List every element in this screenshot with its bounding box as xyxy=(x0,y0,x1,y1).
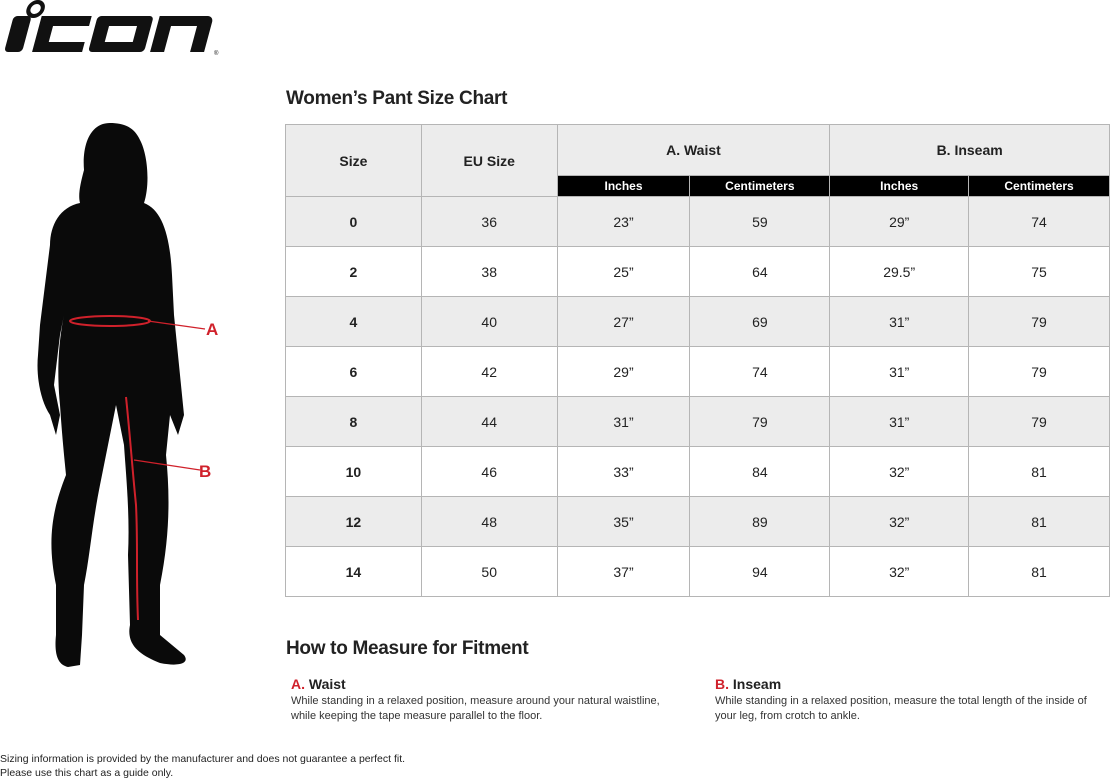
cell-waist-cm: 79 xyxy=(690,397,830,447)
cell-waist-cm: 64 xyxy=(690,247,830,297)
cell-inseam-inches: 32” xyxy=(830,497,969,547)
subheader-waist-cm: Centimeters xyxy=(690,176,830,197)
waist-letter: A. xyxy=(291,676,305,692)
svg-text:®: ® xyxy=(214,51,219,57)
inseam-label: Inseam xyxy=(732,676,782,692)
table-row xyxy=(286,297,1110,347)
cell-waist-inches: 25” xyxy=(557,247,690,297)
subheader-inseam-inches: Inches xyxy=(830,176,969,197)
cell-eu-size: 36 xyxy=(421,197,557,247)
table-row xyxy=(286,547,1110,597)
cell-inseam-cm: 75 xyxy=(969,247,1110,297)
size-table xyxy=(285,124,1110,597)
inseam-instructions xyxy=(715,676,1105,724)
marker-a: A xyxy=(206,320,219,339)
cell-inseam-inches: 32” xyxy=(830,447,969,497)
disclaimer xyxy=(0,752,405,779)
cell-inseam-inches: 31” xyxy=(830,347,969,397)
table-row xyxy=(286,197,1110,247)
cell-inseam-inches: 29.5” xyxy=(830,247,969,297)
cell-size: 6 xyxy=(286,347,422,397)
cell-eu-size: 40 xyxy=(421,297,557,347)
howto-title: How to Measure for Fitment xyxy=(286,638,529,659)
cell-size: 12 xyxy=(286,497,422,547)
header-size: Size xyxy=(286,125,422,197)
cell-waist-inches: 33” xyxy=(557,447,690,497)
inseam-letter: B. xyxy=(715,676,729,692)
cell-size: 4 xyxy=(286,297,422,347)
cell-inseam-cm: 79 xyxy=(969,397,1110,447)
icon-logo xyxy=(0,0,230,58)
marker-b: B xyxy=(199,462,212,481)
table-row xyxy=(286,447,1110,497)
cell-eu-size: 44 xyxy=(421,397,557,447)
table-row xyxy=(286,347,1110,397)
cell-size: 14 xyxy=(286,547,422,597)
table-row xyxy=(286,247,1110,297)
cell-size: 0 xyxy=(286,197,422,247)
cell-waist-inches: 35” xyxy=(557,497,690,547)
cell-inseam-cm: 81 xyxy=(969,547,1110,597)
table-row xyxy=(286,397,1110,447)
cell-waist-inches: 27” xyxy=(557,297,690,347)
cell-waist-cm: 69 xyxy=(690,297,830,347)
cell-waist-inches: 23” xyxy=(557,197,690,247)
chart-title: Women’s Pant Size Chart xyxy=(286,88,508,109)
cell-eu-size: 46 xyxy=(421,447,557,497)
disclaimer-line-2: Please use this chart as a guide only. xyxy=(0,767,174,779)
cell-waist-inches: 37” xyxy=(557,547,690,597)
cell-inseam-cm: 81 xyxy=(969,497,1110,547)
cell-eu-size: 50 xyxy=(421,547,557,597)
cell-size: 10 xyxy=(286,447,422,497)
cell-eu-size: 42 xyxy=(421,347,557,397)
inseam-text: While standing in a relaxed position, measure the total length of the inside of your leg, from crotch to ankle. xyxy=(715,695,1087,722)
cell-waist-cm: 89 xyxy=(690,497,830,547)
cell-inseam-inches: 32” xyxy=(830,547,969,597)
cell-inseam-cm: 74 xyxy=(969,197,1110,247)
cell-waist-cm: 74 xyxy=(690,347,830,397)
cell-inseam-cm: 81 xyxy=(969,447,1110,497)
header-eu-size: EU Size xyxy=(421,125,557,197)
header-waist: A. Waist xyxy=(557,125,830,176)
cell-waist-cm: 84 xyxy=(690,447,830,497)
subheader-inseam-cm: Centimeters xyxy=(969,176,1110,197)
subheader-waist-inches: Inches xyxy=(557,176,690,197)
disclaimer-line-1: Sizing information is provided by the manufacturer and does not guarantee a perfect fit. xyxy=(0,753,406,765)
cell-inseam-inches: 29” xyxy=(830,197,969,247)
cell-waist-cm: 59 xyxy=(690,197,830,247)
cell-waist-inches: 31” xyxy=(557,397,690,447)
cell-size: 2 xyxy=(286,247,422,297)
cell-inseam-inches: 31” xyxy=(830,397,969,447)
cell-inseam-inches: 31” xyxy=(830,297,969,347)
cell-inseam-cm: 79 xyxy=(969,297,1110,347)
header-inseam: B. Inseam xyxy=(830,125,1110,176)
waist-text: While standing in a relaxed position, measure around your natural waistline, while keeping the tape measure parallel to the floor. xyxy=(291,695,660,722)
cell-inseam-cm: 79 xyxy=(969,347,1110,397)
cell-waist-inches: 29” xyxy=(557,347,690,397)
cell-eu-size: 48 xyxy=(421,497,557,547)
table-row xyxy=(286,497,1110,547)
cell-size: 8 xyxy=(286,397,422,447)
cell-waist-cm: 94 xyxy=(690,547,830,597)
waist-label: Waist xyxy=(308,676,346,692)
waist-instructions xyxy=(291,676,681,724)
cell-eu-size: 38 xyxy=(421,247,557,297)
body-silhouette-illustration xyxy=(20,115,230,675)
